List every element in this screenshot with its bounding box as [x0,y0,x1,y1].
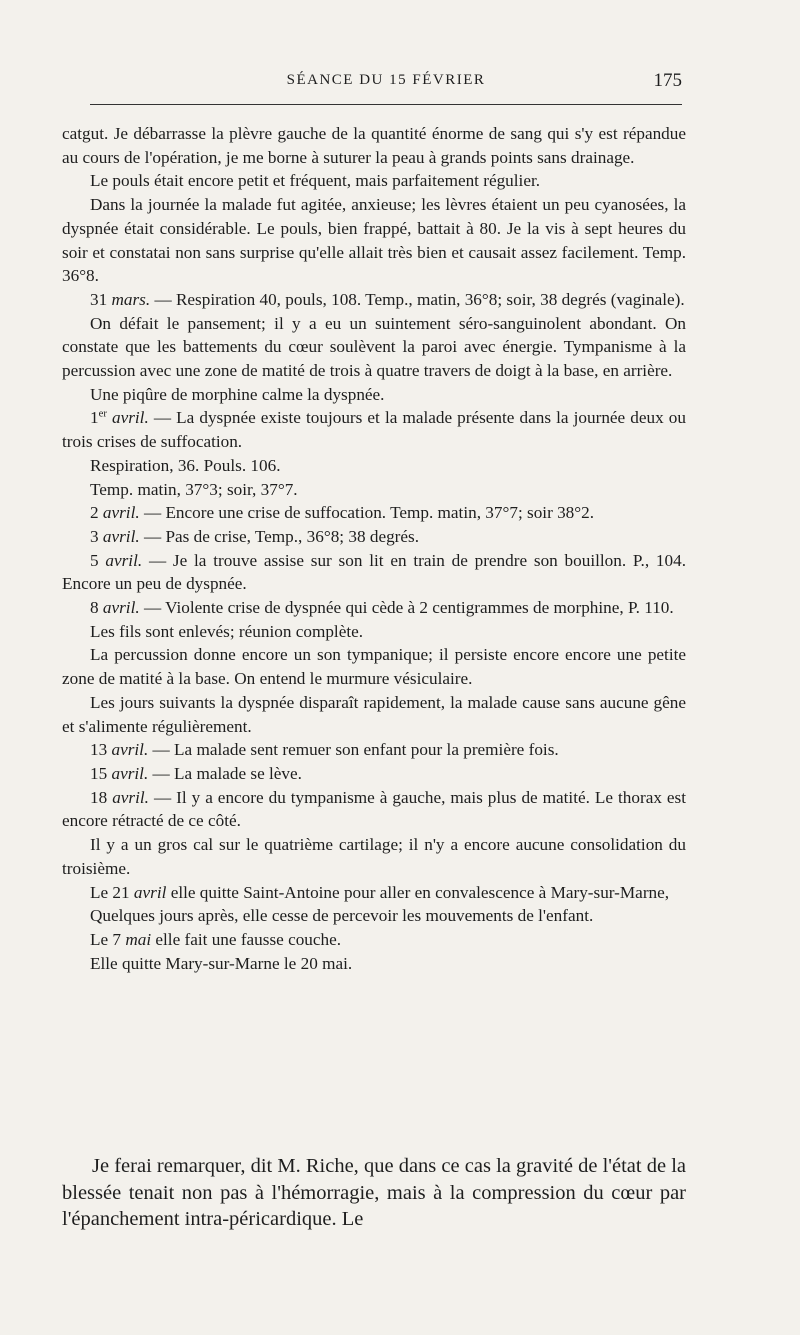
date-label: avril. [105,550,143,570]
paragraph-p23 [62,928,686,952]
date-label: avril. [111,408,149,428]
paragraph-p18 [62,762,686,786]
paragraph-p14 [62,620,686,644]
text-run: — Il y a encore du tympanisme à gauche, mais plus de matité. Le thorax est encore rétracté de ce côté. [62,787,687,831]
paragraph-p19 [62,786,686,833]
text-run: Une piqûre de morphine calme la dyspnée. [90,384,385,404]
text-run: elle fait une fausse couche. [151,929,342,949]
text-run: Temp. matin, 37°3; soir, 37°7. [90,479,298,499]
date-label: avril. [112,787,149,807]
closing-section [62,1153,686,1233]
text-run: catgut. Je débarrasse la plèvre gauche de la quantité énorme de sang qui s'y est répandue au cours de l'opération, je me borne à suturer la peau à grands points sans drainage. [62,124,686,167]
paragraph-p1 [62,122,686,169]
paragraph-p6 [62,383,686,407]
date-label: mars. [111,289,151,309]
case-notes [62,122,686,975]
paragraph-p3 [62,193,686,288]
date-label: avril. [102,598,140,618]
text-run: Il y a un gros cal sur le quatrième cartilage; il n'y a encore aucune consolidation du troisième. [62,835,686,878]
date-label: avril. [102,503,140,523]
date-label: avril. [111,763,149,783]
text-run: Elle quitte Mary-sur-Marne le 20 mai. [90,953,353,973]
date-label: mai [125,929,152,949]
text-run: On défait le pansement; il y a eu un suintement séro-sanguinolent abondant. On constate que les battements du cœur soulèvent la paroi avec énergie. Tympanisme à la percussion avec une zone de matité de trois à quatre travers de doigt à la base, en arrière. [62,313,686,381]
page-number: 175 [653,70,682,91]
paragraph-p13 [62,596,686,620]
text-run: — Je la trouve assise sur son lit en train de prendre son bouillon. P., 104. Encore un peu de dyspnée. [62,550,687,594]
text-run: Le pouls était encore petit et fréquent, mais parfaitement régulier. [90,171,541,191]
text-run: Le 7 [90,929,126,949]
paragraph-p10 [62,501,686,525]
text-run: Le 21 [90,882,134,902]
paragraph-p11 [62,525,686,549]
paragraph-p2 [62,169,686,193]
paragraph-p17 [62,738,686,762]
page-header [90,70,682,92]
text-run: — La dyspnée existe toujours et la malade présente dans la journée deux ou trois crises de suffocation. [62,408,686,452]
text-run: Les fils sont enlevés; réunion complète. [90,621,364,641]
date-label: avril. [102,526,140,546]
text-run: — Pas de crise, Temp., 36°8; 38 degrés. [139,526,420,546]
text-run: 3 [90,526,103,546]
text-run: La percussion donne encore un son tympanique; il persiste encore encore une petite zone de matité à la base. On entend le murmure vésiculaire. [62,645,686,689]
closing-paragraph: Je ferai remarquer, dit M. Riche, que dans ce cas la gravité de l'état de la blessée tenait non pas à l'hémorragie, mais à la compression du cœur par l'épanchement intra-péricardique. Le [62,1155,686,1230]
date-label: avril [133,882,167,902]
paragraph-p9 [62,478,686,502]
text-run: Quelques jours après, elle cesse de percevoir les mouvements de l'enfant. [90,906,594,926]
text-run: 8 [90,598,103,618]
text-run: — La malade sent remuer son enfant pour la première fois. [148,740,559,760]
paragraph-p5 [62,312,686,383]
paragraph-p24 [62,952,686,976]
text-run: Respiration, 36. Pouls. 106. [90,455,281,475]
paragraph-p22 [62,904,686,928]
superscript: er [98,408,107,420]
text-run: 15 [90,763,112,783]
text-run: 18 [90,787,113,807]
text-run: 31 [90,289,112,309]
text-run: elle quitte Saint-Antoine pour aller en convalescence à Mary-sur-Marne, [166,882,670,902]
text-run: Les jours suivants la dyspnée disparaît rapidement, la malade cause sans aucune gêne et s'alimente régulièrement. [62,692,686,736]
header-rule [90,104,682,105]
text-run: 5 [90,550,106,570]
paragraph-p21 [62,881,686,905]
text-run: 1 [90,408,99,428]
paragraph-p8 [62,454,686,478]
text-run: 2 [90,503,103,523]
paragraph-p16 [62,691,686,738]
text-run: — Violente crise de dyspnée qui cède à 2 centigrammes de morphine, P. 110. [139,598,674,618]
paragraph-p12 [62,549,686,596]
text-run: Dans la journée la malade fut agitée, anxieuse; les lèvres étaient un peu cyanosées, la dyspnée était considérable. Le pouls, bien frappé, battait à 80. Je la vis à sept heures du soir et constatai non sans surprise qu'elle allait très bien et causait assez facilement. Temp. 36°8. [62,195,686,286]
date-label: avril. [111,740,149,760]
running-title: SÉANCE DU 15 FÉVRIER [286,72,486,88]
text-run: — La malade se lève. [148,763,302,783]
paragraph-p20 [62,833,686,880]
paragraph-p15 [62,643,686,690]
text-run: — Encore une crise de suffocation. Temp. matin, 37°7; soir 38°2. [139,503,595,523]
paragraph-p7 [62,406,686,453]
text-run: — Respiration 40, pouls, 108. Temp., matin, 36°8; soir, 38 degrés (vaginale). [150,289,685,309]
text-run: 13 [90,740,112,760]
paragraph-p4 [62,288,686,312]
